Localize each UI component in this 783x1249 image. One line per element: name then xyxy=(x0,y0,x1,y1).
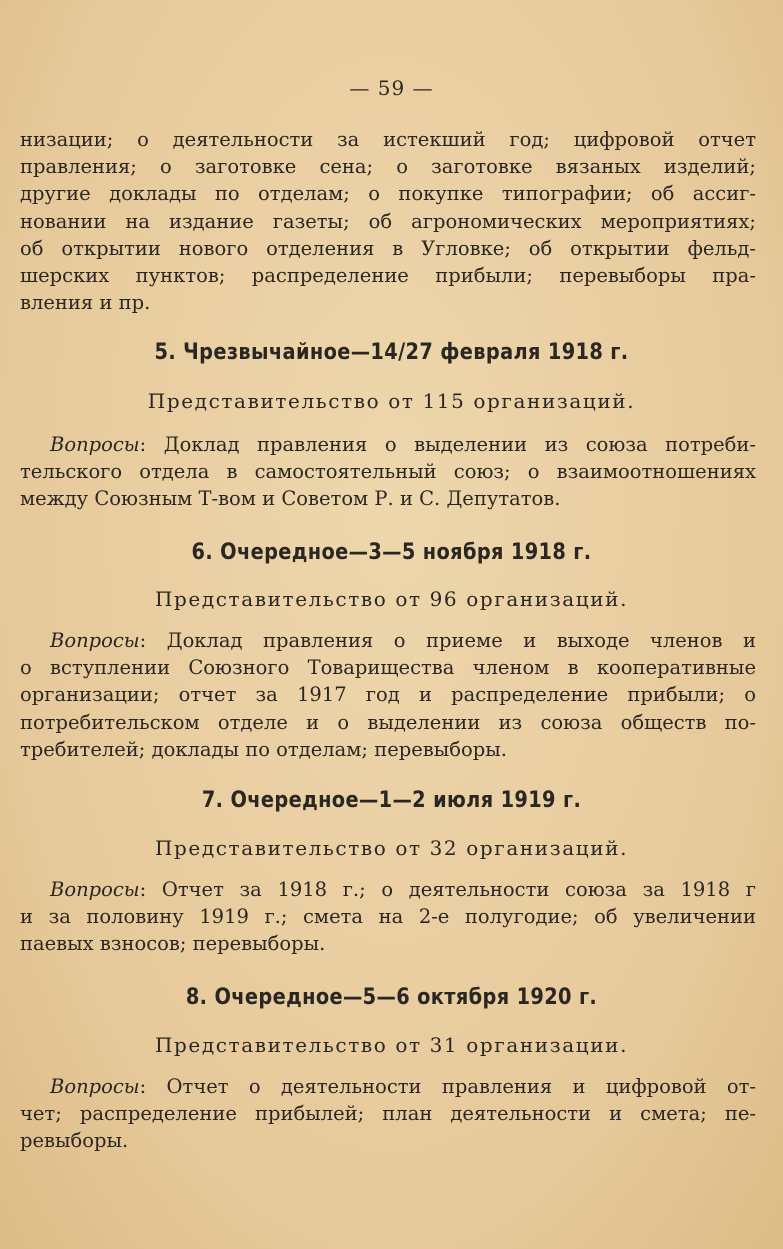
text-line: новании на издание газеты; об агрономических мероприятиях; xyxy=(20,209,756,233)
section-heading: 5. Чрезвычайное—14/27 февраля 1918 г. xyxy=(154,340,629,365)
text-line: низации; о деятельности за истекший год; цифровой отчет xyxy=(20,128,756,151)
text-line: требителей; доклады по отделам; перевыборы. xyxy=(20,737,507,761)
representation-line: Представительство от 31 организации. xyxy=(154,1033,629,1057)
text-line: правления; о заготовке сена; о заготовке вязаных изделий; xyxy=(20,155,756,179)
representation-line: Представительство от 115 организаций. xyxy=(147,389,636,413)
text-line: и за половину 1919 г.; смета на 2-е полугодие; об увеличении xyxy=(20,905,756,929)
text-line: ревыборы. xyxy=(20,1129,129,1153)
text-line: другие доклады по отделам; о покупке типографии; об ассиг- xyxy=(20,182,756,206)
text-line: организации; отчет за 1917 год и распределение прибыли; о xyxy=(20,683,756,707)
text-line: чет; распределение прибылей; план деятельности и смета; пе- xyxy=(20,1102,756,1126)
questions-label: Вопросы xyxy=(50,1075,140,1098)
text-line: вления и пр. xyxy=(20,291,151,315)
representation-line: Представительство от 96 организаций. xyxy=(154,587,629,611)
text-line: шерских пунктов; распределение прибыли; перевыборы пра- xyxy=(20,264,756,288)
questions-label: Вопросы xyxy=(50,878,140,901)
questions-label: Вопросы xyxy=(50,433,140,456)
intro-paragraph xyxy=(20,126,756,316)
text-line: Вопросы: Доклад правления о выделении из союза потреби- xyxy=(50,433,756,456)
page-number: — 59 — xyxy=(349,76,434,100)
text-line: между Союзным Т-вом и Советом Р. и С. Депутатов. xyxy=(20,487,561,511)
text-line: тельского отдела в самостоятельный союз; о взаимоотношениях xyxy=(20,460,756,484)
text-line: потребительском отделе и о выделении из союза обществ по- xyxy=(20,710,756,734)
questions-paragraph xyxy=(20,431,756,513)
questions-paragraph xyxy=(20,1073,756,1155)
text-line: Вопросы: Отчет за 1918 г.; о деятельности союза за 1918 г xyxy=(50,878,756,901)
section-heading: 7. Очередное—1—2 июля 1919 г. xyxy=(201,788,582,813)
questions-paragraph xyxy=(20,876,756,958)
questions-paragraph xyxy=(20,627,756,763)
text-line: паевых взносов; перевыборы. xyxy=(20,932,326,956)
text-line: Вопросы: Доклад правления о приеме и выходе членов и xyxy=(50,629,756,652)
section-heading: 6. Очередное—3—5 ноября 1918 г. xyxy=(191,540,592,565)
text-line: об открытии нового отделения в Угловке; об открытии фельд- xyxy=(20,236,756,260)
representation-line: Представительство от 32 организаций. xyxy=(154,836,629,860)
section-heading: 8. Очередное—5—6 октября 1920 г. xyxy=(185,985,598,1010)
text-line: Вопросы: Отчет о деятельности правления и цифровой от- xyxy=(50,1075,756,1098)
text-line: о вступлении Союзного Товарищества членом в кооперативные xyxy=(20,656,756,680)
questions-label: Вопросы xyxy=(50,629,140,652)
